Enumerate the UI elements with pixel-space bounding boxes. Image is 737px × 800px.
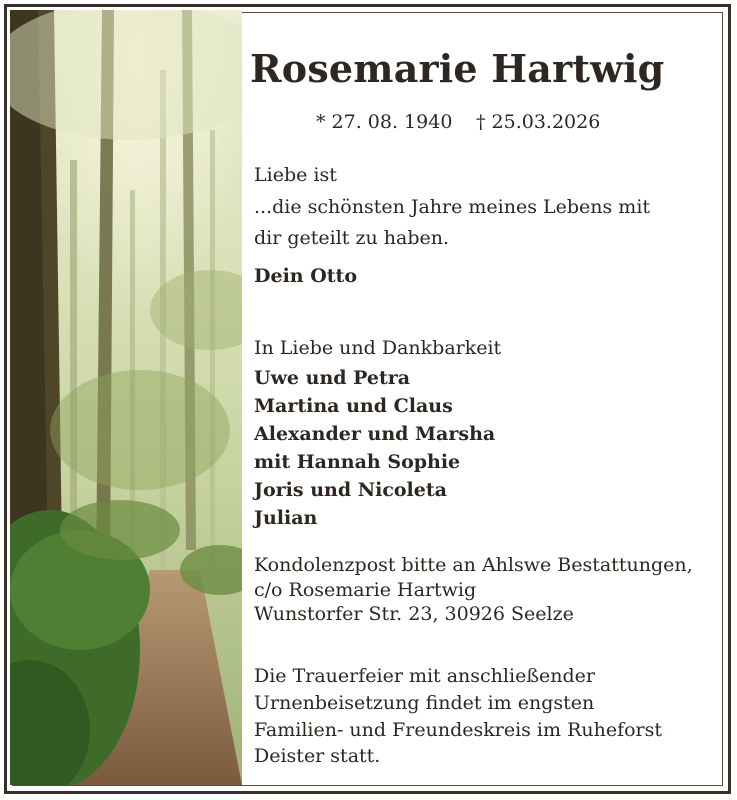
mourner-name: Martina und Claus [254,395,453,417]
ceremony-line-1: Die Trauerfeier mit anschließender [254,665,595,687]
mourner-name: Alexander und Marsha [254,423,496,445]
ceremony-line-4: Deister statt. [254,745,381,767]
poem-signature: Dein Otto [254,265,357,287]
poem-line-2: ...die schönsten Jahre meines Lebens mit [254,196,651,218]
mourner-name: mit Hannah Sophie [254,451,461,473]
ceremony-line-2: Urnenbeisetzung findet im engsten [254,692,595,714]
poem-line-3: dir geteilt zu haben. [254,227,450,249]
ceremony-line-3: Familien- und Freundeskreis im Ruheforst [254,719,663,741]
condolence-line-1: Kondolenzpost bitte an Ahlswe Bestattungen, [254,554,693,576]
mourner-name: Julian [254,507,318,529]
deceased-name: Rosemarie Hartwig [250,46,665,91]
mourner-name: Uwe und Petra [254,367,411,389]
mourners-intro: In Liebe und Dankbarkeit [254,337,502,359]
poem-line-1: Liebe ist [254,164,337,186]
mourner-name: Joris und Nicoleta [254,479,447,501]
birth-date: * 27. 08. 1940 [316,111,453,133]
condolence-address: Wunstorfer Str. 23, 30926 Seelze [254,603,574,625]
condolence-line-2: c/o Rosemarie Hartwig [254,579,477,601]
death-date: † 25.03.2026 [476,111,601,133]
